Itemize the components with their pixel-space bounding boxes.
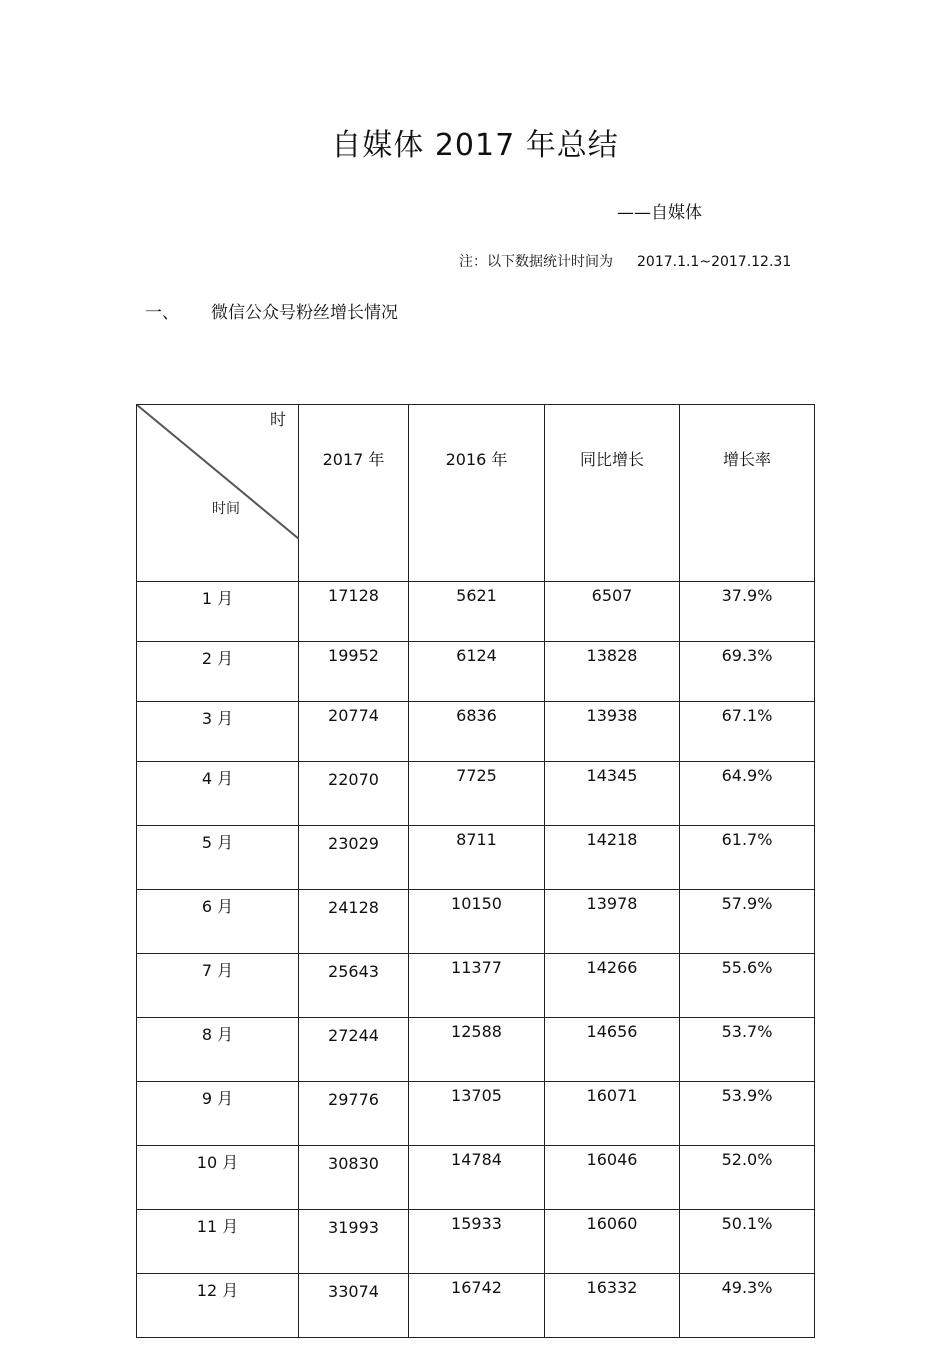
date-note	[459, 251, 791, 271]
yoy-growth-cell: 14345	[545, 762, 680, 826]
growth-rate-cell: 67.1%	[680, 702, 815, 762]
yoy-growth-cell: 16046	[545, 1146, 680, 1210]
yoy-growth-cell: 14218	[545, 826, 680, 890]
fans-2016-cell: 6124	[409, 642, 545, 702]
fans-2017-cell: 19952	[299, 642, 409, 702]
section-heading	[145, 298, 398, 323]
fans-2017-cell: 31993	[299, 1210, 409, 1274]
yoy-growth-cell: 6507	[545, 582, 680, 642]
fans-2016-cell: 12588	[409, 1018, 545, 1082]
header-growth-rate: 增长率	[680, 405, 815, 582]
month-cell: 11 月	[137, 1210, 299, 1274]
header-yoy-growth: 同比增长	[545, 405, 680, 582]
table-row	[137, 1274, 815, 1338]
header-2016: 2016 年	[409, 405, 545, 582]
corner-top-label: 时	[269, 410, 286, 429]
table-row	[137, 1146, 815, 1210]
month-cell: 1 月	[137, 582, 299, 642]
table-row	[137, 762, 815, 826]
fans-2017-cell: 22070	[299, 762, 409, 826]
growth-rate-cell: 37.9%	[680, 582, 815, 642]
fans-2016-cell: 14784	[409, 1146, 545, 1210]
month-cell: 12 月	[137, 1274, 299, 1338]
month-cell: 4 月	[137, 762, 299, 826]
section-number: 一、	[145, 303, 179, 323]
table-header-row	[137, 405, 815, 582]
growth-rate-cell: 49.3%	[680, 1274, 815, 1338]
fans-2016-cell: 15933	[409, 1210, 545, 1274]
section-title: 微信公众号粉丝增长情况	[211, 303, 398, 323]
yoy-growth-cell: 14266	[545, 954, 680, 1018]
fans-2016-cell: 8711	[409, 826, 545, 890]
fans-2017-cell: 30830	[299, 1146, 409, 1210]
fans-2016-cell: 13705	[409, 1082, 545, 1146]
fans-2017-cell: 24128	[299, 890, 409, 954]
month-cell: 7 月	[137, 954, 299, 1018]
yoy-growth-cell: 13978	[545, 890, 680, 954]
table-row	[137, 702, 815, 762]
growth-rate-cell: 53.7%	[680, 1018, 815, 1082]
growth-rate-cell: 50.1%	[680, 1210, 815, 1274]
growth-rate-cell: 64.9%	[680, 762, 815, 826]
month-cell: 3 月	[137, 702, 299, 762]
fans-2016-cell: 10150	[409, 890, 545, 954]
fans-2017-cell: 25643	[299, 954, 409, 1018]
author-line: ——自媒体	[617, 203, 702, 223]
fans-2017-cell: 17128	[299, 582, 409, 642]
corner-cell	[137, 405, 299, 582]
growth-rate-cell: 69.3%	[680, 642, 815, 702]
fans-2017-cell: 20774	[299, 702, 409, 762]
yoy-growth-cell: 13938	[545, 702, 680, 762]
fans-2016-cell: 11377	[409, 954, 545, 1018]
note-label: 注：以下数据统计时间为	[459, 254, 613, 270]
yoy-growth-cell: 13828	[545, 642, 680, 702]
fans-2017-cell: 33074	[299, 1274, 409, 1338]
table-row	[137, 1082, 815, 1146]
fan-growth-table	[136, 404, 815, 1338]
table-row	[137, 1210, 815, 1274]
month-cell: 8 月	[137, 1018, 299, 1082]
yoy-growth-cell: 14656	[545, 1018, 680, 1082]
growth-rate-cell: 57.9%	[680, 890, 815, 954]
table-row	[137, 582, 815, 642]
fans-2016-cell: 5621	[409, 582, 545, 642]
growth-rate-cell: 55.6%	[680, 954, 815, 1018]
growth-rate-cell: 52.0%	[680, 1146, 815, 1210]
corner-bottom-label: 时间	[212, 501, 240, 517]
month-cell: 10 月	[137, 1146, 299, 1210]
page-title: 自媒体 2017 年总结	[331, 128, 619, 163]
table-row	[137, 826, 815, 890]
fans-2016-cell: 16742	[409, 1274, 545, 1338]
note-date-range: 2017.1.1~2017.12.31	[637, 254, 792, 270]
table-row	[137, 642, 815, 702]
month-cell: 2 月	[137, 642, 299, 702]
fans-2016-cell: 7725	[409, 762, 545, 826]
table-row	[137, 1018, 815, 1082]
header-2017: 2017 年	[299, 405, 409, 582]
fans-2017-cell: 29776	[299, 1082, 409, 1146]
fans-2017-cell: 23029	[299, 826, 409, 890]
month-cell: 9 月	[137, 1082, 299, 1146]
growth-rate-cell: 61.7%	[680, 826, 815, 890]
month-cell: 5 月	[137, 826, 299, 890]
yoy-growth-cell: 16071	[545, 1082, 680, 1146]
growth-rate-cell: 53.9%	[680, 1082, 815, 1146]
yoy-growth-cell: 16332	[545, 1274, 680, 1338]
yoy-growth-cell: 16060	[545, 1210, 680, 1274]
fans-2017-cell: 27244	[299, 1018, 409, 1082]
fans-2016-cell: 6836	[409, 702, 545, 762]
month-cell: 6 月	[137, 890, 299, 954]
table-row	[137, 954, 815, 1018]
table-row	[137, 890, 815, 954]
